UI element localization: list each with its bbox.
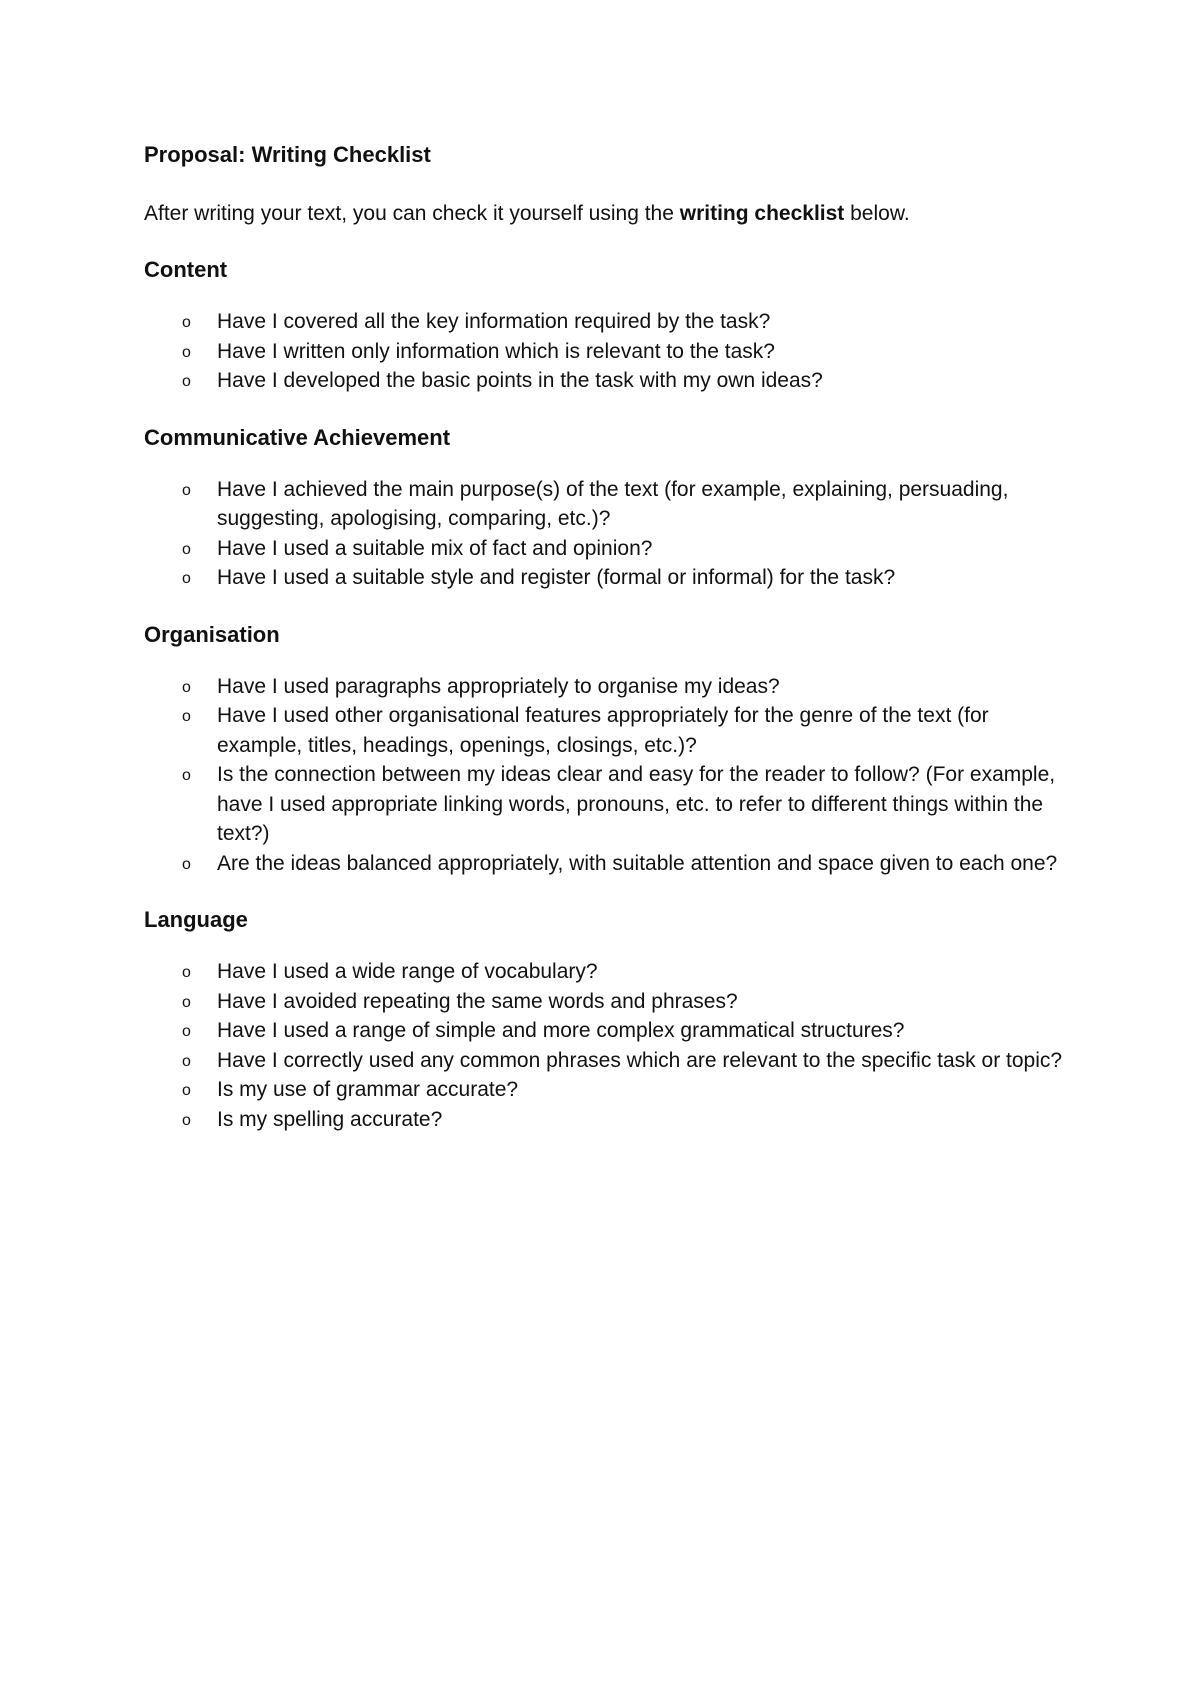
section-heading: Organisation xyxy=(144,621,280,647)
checklist-item-text: Is the connection between my ideas clear and easy for the reader to follow? (For example, have I used appropriate linking words, pronouns, etc. to refer to different things within the text?) xyxy=(217,763,1056,845)
intro-text-bold: writing checklist xyxy=(679,202,845,225)
checklist xyxy=(144,475,1064,593)
checklist-item-text: Have I correctly used any common phrases which are relevant to the specific task or topic? xyxy=(217,1048,1063,1072)
checklist-item-text: Have I used a range of simple and more complex grammatical structures? xyxy=(217,1019,905,1042)
intro-text-before: After writing your text, you can check it yourself using the xyxy=(144,202,680,225)
checklist-item-text: Have I avoided repeating the same words and phrases? xyxy=(217,989,738,1013)
document-page xyxy=(144,140,1064,1161)
checklist-item xyxy=(144,307,1064,337)
section-language xyxy=(144,905,1064,1134)
bullet-icon: o xyxy=(182,855,191,873)
section-heading: Language xyxy=(144,907,248,932)
checklist-item-text: Have I developed the basic points in the task with my own ideas? xyxy=(217,369,823,392)
bullet-icon: o xyxy=(182,767,191,784)
checklist xyxy=(144,307,1064,396)
bullet-icon: o xyxy=(182,570,191,587)
checklist-item xyxy=(144,957,1064,987)
bullet-icon: o xyxy=(182,1111,191,1129)
checklist-item-text: Have I used a suitable style and register (formal or informal) for the task? xyxy=(217,566,896,589)
section-communicative-achievement xyxy=(144,423,1064,593)
checklist-item xyxy=(144,987,1064,1017)
checklist-item xyxy=(144,534,1064,564)
bullet-icon: o xyxy=(182,540,191,558)
intro-text-after: below. xyxy=(844,202,910,225)
checklist-item xyxy=(144,1046,1064,1076)
checklist-item-text: Have I achieved the main purpose(s) of the text (for example, explaining, persuading, suggesting, apologising, comparing, etc.)? xyxy=(217,477,1009,530)
document-title: Proposal: Writing Checklist xyxy=(144,142,431,167)
section-heading: Content xyxy=(144,257,228,282)
bullet-icon: o xyxy=(182,993,191,1011)
bullet-icon: o xyxy=(182,1052,191,1070)
checklist xyxy=(144,672,1064,879)
intro-paragraph xyxy=(144,199,1064,229)
bullet-icon: o xyxy=(182,678,191,696)
checklist-item xyxy=(144,672,1064,702)
bullet-icon: o xyxy=(182,481,191,499)
checklist-item-text: Have I used a suitable mix of fact and opinion? xyxy=(217,536,653,560)
checklist-item-text: Have I used a wide range of vocabulary? xyxy=(217,960,598,983)
checklist-item-text: Is my spelling accurate? xyxy=(217,1107,443,1131)
checklist-item xyxy=(144,1016,1064,1046)
bullet-icon: o xyxy=(182,1082,191,1099)
checklist-item-text: Have I used other organisational features appropriately for the genre of the text (for example, titles, headings, openings, closings, etc.)? xyxy=(217,704,989,757)
checklist-item-text: Have I covered all the key information required by the task? xyxy=(217,310,771,333)
checklist-item xyxy=(144,1075,1064,1105)
checklist-item-text: Are the ideas balanced appropriately, with suitable attention and space given to each one? xyxy=(217,851,1058,875)
checklist-item xyxy=(144,563,1064,593)
section-organisation xyxy=(144,620,1064,879)
checklist-item-text: Have I written only information which is relevant to the task? xyxy=(217,339,775,363)
bullet-icon: o xyxy=(182,708,191,725)
checklist-item xyxy=(144,1105,1064,1135)
section-heading: Communicative Achievement xyxy=(144,424,451,450)
checklist-item xyxy=(144,760,1064,849)
checklist-item xyxy=(144,366,1064,396)
checklist-item xyxy=(144,701,1064,760)
bullet-icon: o xyxy=(182,1023,191,1040)
checklist-item xyxy=(144,475,1064,534)
bullet-icon: o xyxy=(182,373,191,390)
checklist-item-text: Have I used paragraphs appropriately to organise my ideas? xyxy=(217,674,780,698)
bullet-icon: o xyxy=(182,343,191,361)
checklist-item-text: Is my use of grammar accurate? xyxy=(217,1078,519,1101)
bullet-icon: o xyxy=(182,314,191,331)
bullet-icon: o xyxy=(182,964,191,981)
checklist-item xyxy=(144,849,1064,879)
section-content xyxy=(144,255,1064,396)
checklist-item xyxy=(144,337,1064,367)
checklist xyxy=(144,957,1064,1134)
